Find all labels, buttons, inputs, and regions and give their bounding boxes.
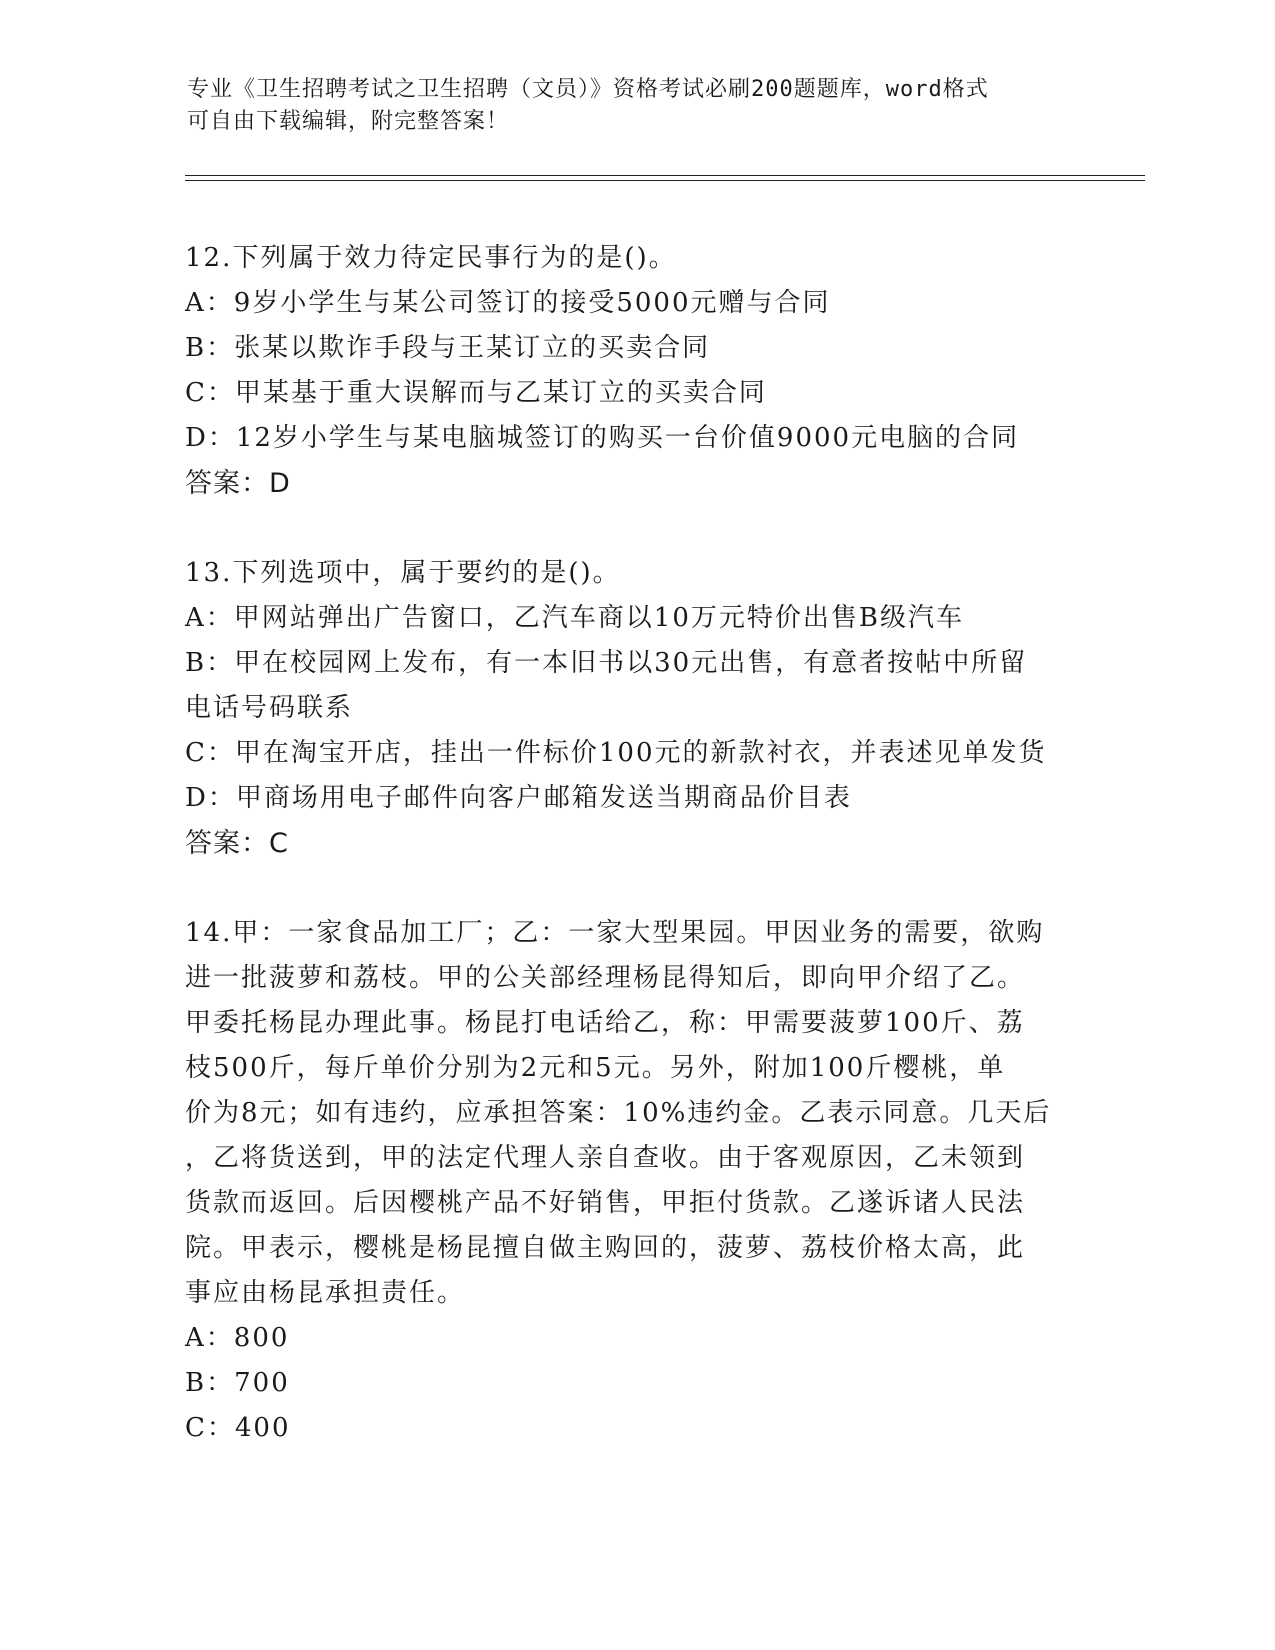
- question-stem: 甲委托杨昆办理此事。杨昆打电话给乙，称：甲需要菠萝100斤、荔: [185, 1008, 1025, 1038]
- option-a: A：800: [185, 1323, 290, 1353]
- question-stem: 货款而返回。后因樱桃产品不好销售，甲拒付货款。乙遂诉诸人民法: [185, 1188, 1026, 1218]
- header-note: [187, 74, 1067, 138]
- question-block: [185, 236, 1085, 506]
- question-stem: 枝500斤，每斤单价分别为2元和5元。另外，附加100斤樱桃，单: [185, 1053, 1006, 1083]
- option-c: C：甲某基于重大误解而与乙某订立的买卖合同: [185, 378, 767, 408]
- question-stem: 12.下列属于效力待定民事行为的是()。: [185, 243, 677, 273]
- header-divider: [185, 180, 1145, 181]
- option-c: C：400: [185, 1413, 291, 1443]
- option-a: A：9岁小学生与某公司签订的接受5000元赠与合同: [185, 288, 831, 318]
- question-block: [185, 551, 1085, 866]
- question-stem: 价为8元；如有违约，应承担答案：10%违约金。乙表示同意。几天后: [185, 1098, 1052, 1128]
- question-stem: 进一批菠萝和荔枝。甲的公关部经理杨昆得知后，即向甲介绍了乙。: [185, 963, 1026, 993]
- answer-line: 答案：C: [185, 828, 289, 859]
- option-b-continued: 电话号码联系: [185, 693, 354, 723]
- header-line: 专业《卫生招聘考试之卫生招聘（文员）》资格考试必刷200题题库，word格式: [187, 77, 989, 102]
- option-b: B：张某以欺诈手段与王某订立的买卖合同: [185, 333, 711, 363]
- option-b: B：700: [185, 1368, 290, 1398]
- answer-line: 答案：D: [185, 468, 291, 499]
- question-stem: 院。甲表示，樱桃是杨昆擅自做主购回的，菠萝、荔枝价格太高，此: [185, 1233, 1026, 1263]
- question-stem: ，乙将货送到，甲的法定代理人亲自查收。由于客观原因，乙未领到: [185, 1143, 1026, 1173]
- option-d: D：甲商场用电子邮件向客户邮箱发送当期商品价目表: [185, 783, 852, 813]
- header-divider: [185, 175, 1145, 176]
- question-stem: 事应由杨昆承担责任。: [185, 1278, 466, 1308]
- question-block: [185, 911, 1085, 1451]
- question-stem: 14.甲：一家食品加工厂；乙：一家大型果园。甲因业务的需要，欲购: [185, 918, 1045, 948]
- option-c: C：甲在淘宝开店，挂出一件标价100元的新款衬衣，并表述见单发货: [185, 738, 1047, 768]
- option-a: A：甲网站弹出广告窗口，乙汽车商以10万元特价出售B级汽车: [185, 603, 964, 633]
- question-stem: 13.下列选项中，属于要约的是()。: [185, 558, 621, 588]
- option-d: D：12岁小学生与某电脑城签订的购买一台价值9000元电脑的合同: [185, 423, 1020, 453]
- option-b: B：甲在校园网上发布，有一本旧书以30元出售，有意者按帖中所留: [185, 648, 1028, 678]
- question-list: [185, 236, 1085, 1496]
- header-line: 可自由下载编辑，附完整答案！: [187, 109, 510, 134]
